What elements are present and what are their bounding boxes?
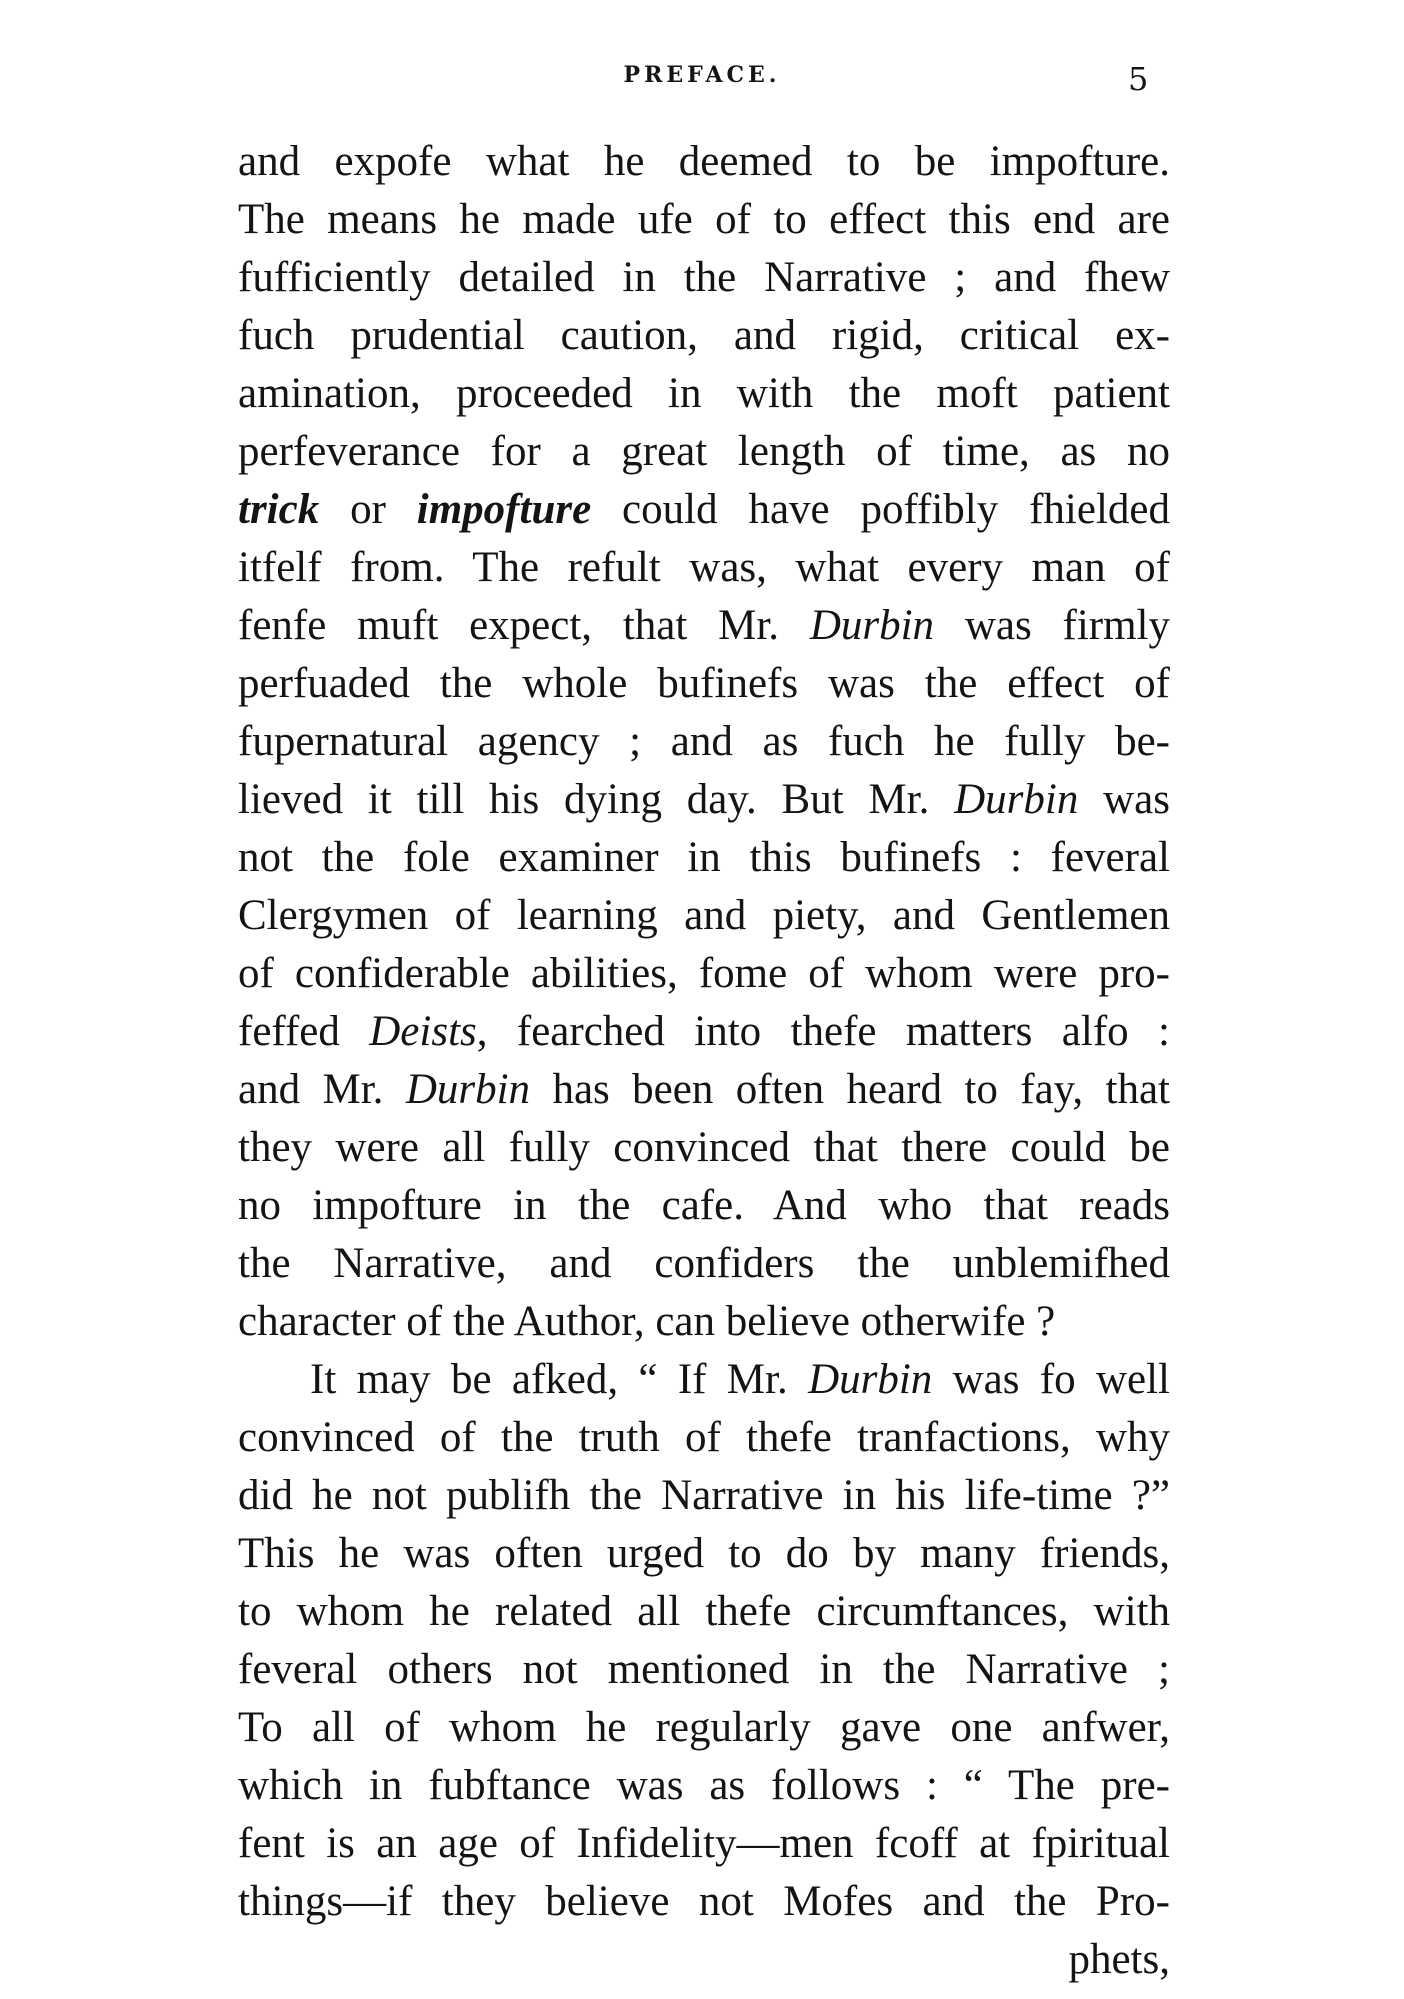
text-line: perfeverance for a great length of time, as no [238, 428, 1170, 475]
text-line: and Mr. Durbin has been often heard to fay, that [238, 1066, 1170, 1113]
text-line: fenfe muft expect, that Mr. Durbin was firmly [238, 602, 1170, 649]
text-line: things—if they believe not Mofes and the Pro- [238, 1878, 1170, 1925]
text-line: did he not publifh the Narrative in his life-time ?” [238, 1472, 1170, 1519]
text-line: fupernatural agency ; and as fuch he fully be- [238, 718, 1170, 765]
text-line: This he was often urged to do by many friends, [238, 1530, 1170, 1577]
text-line: the Narrative, and confiders the unblemifhed [238, 1240, 1170, 1287]
text-line: lieved it till his dying day. But Mr. Durbin was [238, 776, 1170, 823]
page-header [0, 62, 1404, 102]
catchword: phets, [1068, 1936, 1170, 1983]
text-line: trick or impofture could have poffibly fhielded [238, 486, 1170, 533]
italic-word: trick [238, 486, 320, 533]
text-line: amination, proceeded in with the moft patient [238, 370, 1170, 417]
text-line: no impofture in the cafe. And who that reads [238, 1182, 1170, 1229]
italic-name: Durbin [809, 602, 935, 649]
page-number: 5 [1128, 60, 1149, 98]
body-text [238, 133, 1170, 1989]
text-line: feffed Deists, fearched into thefe matters alfo : [238, 1008, 1170, 1055]
text-line: feveral others not mentioned in the Narrative ; [238, 1646, 1170, 1693]
text-line: convinced of the truth of thefe tranfactions, why [238, 1414, 1170, 1461]
text-line: not the fole examiner in this bufinefs : feveral [238, 834, 1170, 881]
text-line: character of the Author, can believe otherwife ? [238, 1298, 1056, 1345]
running-title: PREFACE. [623, 62, 781, 88]
text-line: which in fubftance was as follows : “ The pre- [238, 1762, 1170, 1809]
italic-name: Durbin [954, 776, 1079, 823]
text-line: of confiderable abilities, fome of whom were pro- [238, 950, 1170, 997]
text-line: fent is an age of Infidelity—men fcoff at fpiritual [238, 1820, 1170, 1867]
italic-name: Durbin [808, 1356, 933, 1403]
text-line: To all of whom he regularly gave one anfwer, [238, 1704, 1170, 1751]
text-line: and expofe what he deemed to be impofture. [238, 138, 1170, 185]
italic-word: impofture [416, 486, 592, 533]
text-line: to whom he related all thefe circumftances, with [238, 1588, 1170, 1635]
text-line: fufficiently detailed in the Narrative ; and fhew [238, 254, 1170, 301]
italic-word: Deists [369, 1008, 477, 1055]
text-line: itfelf from. The refult was, what every man of [238, 544, 1170, 591]
text-line: Clergymen of learning and piety, and Gentlemen [238, 892, 1170, 939]
text-line: The means he made ufe of to effect this end are [238, 196, 1170, 243]
text-line: It may be afked, “ If Mr. Durbin was fo well [310, 1356, 1170, 1403]
text-line: fuch prudential caution, and rigid, critical ex- [238, 312, 1170, 359]
text-line: perfuaded the whole bufinefs was the effect of [238, 660, 1170, 707]
italic-name: Durbin [405, 1066, 531, 1113]
text-line: they were all fully convinced that there could be [238, 1124, 1170, 1171]
